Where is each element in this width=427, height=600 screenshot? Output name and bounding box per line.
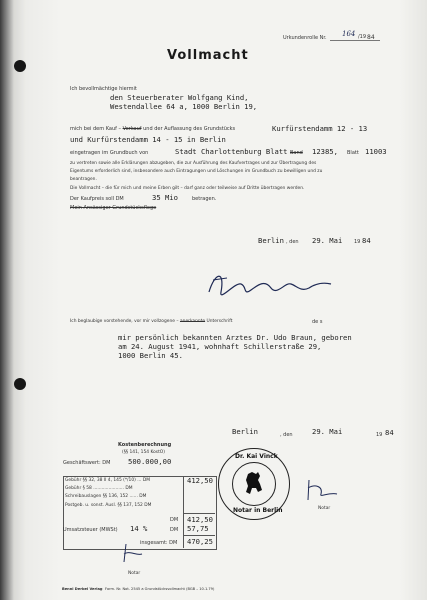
costs-subtitle: (§§ 141, 154 KostO) bbox=[122, 450, 165, 455]
band-number: 12385, bbox=[312, 147, 338, 156]
blatt-number: 11003 bbox=[365, 147, 387, 156]
mich-bei-suffix: und der Auflassung des Grundstücks bbox=[143, 126, 236, 132]
band-struck: Band bbox=[290, 150, 303, 156]
footer-form: Form. Nr. Not. 2545 a Grundstücksvollmacht (BGB – 10.1.79) bbox=[105, 587, 215, 591]
urkundenrolle-year-prefix: /19 bbox=[358, 34, 367, 40]
place2-city: Berlin bbox=[232, 427, 258, 436]
mich-bei-line bbox=[70, 126, 235, 132]
total-value: 470,25 bbox=[187, 537, 213, 546]
place-year-prefix: 19 bbox=[354, 239, 361, 245]
certification-end: de s bbox=[312, 319, 323, 325]
place-date: 29. Mai bbox=[312, 236, 343, 245]
cost-row-value: 412,50 bbox=[187, 476, 213, 485]
grundbuch-label: eingetragen im Grundbuch von bbox=[70, 150, 149, 156]
cost-signature bbox=[116, 540, 146, 570]
address-line-1: Kurfürstendamm 12 - 13 bbox=[272, 124, 368, 133]
subtotal-value: 412,50 bbox=[187, 515, 213, 524]
urkundenrolle-year: 84 bbox=[367, 34, 375, 41]
ust-rate: 14 % bbox=[130, 524, 148, 533]
agent-line-2: Westendallee 64 a, 1000 Berlin 19, bbox=[110, 102, 258, 111]
cost-row-label: Postgeb. u. sonst. Ausl. §§ 137, 152 DM bbox=[65, 503, 152, 508]
ust-dm: DM bbox=[170, 527, 179, 533]
paragraph-line-4: Die Vollmacht – die für mich und meine Erben gilt – darf ganz oder teilweise auf Dritte übertragen werden. bbox=[70, 186, 305, 191]
address-line-2: und Kurfürstendamm 14 - 15 in Berlin bbox=[70, 135, 226, 144]
certification-line bbox=[70, 319, 232, 324]
urkundenrolle-field bbox=[330, 32, 380, 41]
struck-line: Mein Ansässiger Grundstücksflege bbox=[70, 205, 157, 211]
certification-typed-1: mir persönlich bekannten Arztes Dr. Udo Braun, geboren bbox=[118, 333, 352, 342]
kaufpreis-label: Der Kaufpreis soll DM bbox=[70, 196, 124, 202]
cost-row-label: Gebühr §§ 32, 38 II 4, 145 (*/10) ... DM bbox=[65, 478, 150, 483]
cost-notar-label: Notar bbox=[128, 571, 141, 576]
certification-prefix: Ich beglaubige vorstehende, vor mir vollzogene – bbox=[70, 319, 179, 324]
mich-bei-struck: Verkauf bbox=[122, 126, 142, 132]
kaufpreis-value: 35 Mio bbox=[152, 193, 178, 202]
place-den: , den bbox=[286, 239, 299, 245]
costs-title: Kostenberechnung bbox=[118, 442, 172, 448]
agent-line-1: den Steuerberater Wolfgang Kind, bbox=[110, 93, 249, 102]
place2-year: 84 bbox=[385, 428, 394, 437]
kaufpreis-suffix: betragen. bbox=[192, 196, 217, 202]
blatt-label: Blatt bbox=[347, 150, 359, 156]
urkundenrolle-label: Urkundenrolle Nr. bbox=[283, 35, 327, 41]
cost-row-label: Schreibauslagen §§ 136, 152 ...... DM bbox=[65, 494, 147, 499]
total-rule bbox=[183, 535, 215, 536]
paragraph-line-3: beantragen. bbox=[70, 177, 97, 182]
ust-value: 57,75 bbox=[187, 524, 209, 533]
notary-signature bbox=[303, 476, 343, 506]
place-city: Berlin bbox=[258, 236, 284, 245]
certification-suffix: Unterschrift bbox=[206, 319, 233, 324]
certification-typed-3: 1000 Berlin 45. bbox=[118, 351, 183, 360]
cost-row-label: Gebühr § 58 ...................... DM bbox=[65, 486, 133, 491]
certification-typed-2: am 24. August 1941, wohnhaft Schillerstraße 29, bbox=[118, 342, 322, 351]
place2-date: 29. Mai bbox=[312, 427, 343, 436]
paragraph-line-1: zu vertreten sowie alle Erklärungen abzugeben, die zur Ausführung des Kaufvertrages und zur Übertragung des bbox=[70, 161, 317, 166]
signature bbox=[205, 262, 335, 307]
geschaeftswert-label: Geschäftswert: DM bbox=[63, 460, 111, 466]
total-label: insgesamt: DM bbox=[140, 540, 178, 546]
place2-year-prefix: 19 bbox=[376, 432, 383, 438]
punch-hole bbox=[14, 60, 26, 72]
ust-label: Umsatzsteuer (MWSt) bbox=[63, 527, 118, 533]
subtotal-label: DM bbox=[170, 517, 179, 523]
seal-top-text: Dr. Kai Vinck bbox=[235, 453, 278, 460]
paragraph-line-2: Eigentums erforderlich sind, insbesondere auch Eintragungen und Löschungen im Grundbuch zu bewilligen und zu bbox=[70, 169, 323, 174]
certification-struck: anerkannte bbox=[179, 319, 206, 324]
notary-seal bbox=[218, 448, 290, 520]
intro-text: Ich bevollmächtige hiermit bbox=[70, 86, 137, 92]
footer-brand: Benni Derbel Verlag bbox=[62, 587, 103, 591]
subtotal-rule bbox=[183, 513, 215, 514]
geschaeftswert-value: 500.000,00 bbox=[128, 457, 172, 466]
seal-bottom-text: Notar in Berlin bbox=[233, 507, 283, 514]
notary-label: Notar bbox=[318, 506, 331, 511]
document-title: Vollmacht bbox=[167, 48, 249, 63]
urkundenrolle-number: 164 bbox=[342, 30, 356, 38]
bear-emblem bbox=[232, 462, 276, 506]
place-year: 84 bbox=[362, 236, 371, 245]
punch-hole bbox=[14, 378, 26, 390]
grundbuch-value: Stadt Charlottenburg Blatt bbox=[175, 147, 288, 156]
place2-den: , den bbox=[280, 432, 293, 438]
mich-bei-prefix: mich bei dem Kauf – bbox=[70, 126, 121, 132]
